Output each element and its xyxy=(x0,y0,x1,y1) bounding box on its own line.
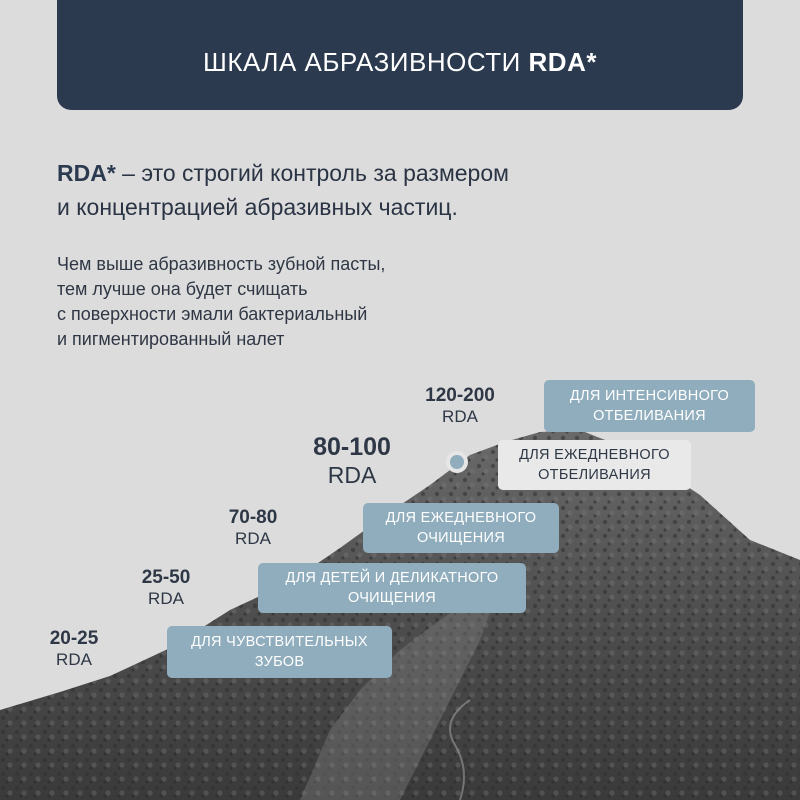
rda-value-25-50 xyxy=(130,567,202,608)
rda-range: 70-80 xyxy=(228,507,278,528)
rda-unit: RDA xyxy=(235,528,271,548)
title-bold-text: RDA* xyxy=(528,46,597,77)
badge-text xyxy=(386,508,537,548)
badge-line: ОЧИЩЕНИЯ xyxy=(416,530,506,546)
description-line: и пигментированный налет xyxy=(57,329,285,349)
badge-daily-cleaning xyxy=(363,503,559,553)
badge-children-gentle xyxy=(258,563,526,613)
description-line: с поверхности эмали бактериальный xyxy=(57,304,368,324)
badge-line: ОЧИЩЕНИЯ xyxy=(347,590,437,606)
badge-text xyxy=(286,568,499,608)
badge-line: ОТБЕЛИВАНИЯ xyxy=(593,408,706,424)
badge-text xyxy=(519,445,670,485)
current-level-marker xyxy=(446,451,468,473)
badge-line: ОТБЕЛИВАНИЯ xyxy=(538,467,651,483)
badge-text xyxy=(191,632,368,672)
rda-unit: RDA xyxy=(327,461,377,488)
title-text: ШКАЛА АБРАЗИВНОСТИ xyxy=(203,46,529,77)
badge-line: ДЛЯ ЕЖЕДНЕВНОГО xyxy=(519,447,670,463)
rda-range: 80-100 xyxy=(313,433,391,461)
rda-value-120-200 xyxy=(410,385,510,426)
badge-line: ДЛЯ ЕЖЕДНЕВНОГО xyxy=(385,510,537,526)
badge-line: ЗУБОВ xyxy=(254,654,305,670)
badge-line: ДЛЯ ИНТЕНСИВНОГО xyxy=(569,388,730,404)
rda-value-70-80 xyxy=(217,507,289,548)
badge-sensitive-teeth xyxy=(167,626,392,678)
badge-daily-whitening xyxy=(498,440,691,490)
badge-intensive-whitening xyxy=(544,380,755,432)
description-line: тем лучше она будет счищать xyxy=(57,279,308,299)
intro-line-2: и концентрацией абразивных частиц. xyxy=(57,194,458,220)
rda-range: 20-25 xyxy=(49,628,99,649)
rda-unit: RDA xyxy=(56,649,92,669)
rda-unit: RDA xyxy=(442,406,478,426)
intro-bold: RDA* xyxy=(57,160,116,186)
rda-range: 25-50 xyxy=(141,567,191,588)
badge-text xyxy=(570,386,729,426)
badge-line: ДЛЯ ДЕТЕЙ И ДЕЛИКАТНОГО xyxy=(285,570,499,586)
rda-value-80-100 xyxy=(296,433,408,488)
rda-unit: RDA xyxy=(148,588,184,608)
description-line: Чем выше абразивность зубной пасты, xyxy=(57,254,386,274)
rda-range: 120-200 xyxy=(425,385,495,406)
rda-value-20-25 xyxy=(38,628,110,669)
badge-line: ДЛЯ ЧУВСТВИТЕЛЬНЫХ xyxy=(191,634,368,650)
intro-line-1-rest: – это строгий контроль за размером xyxy=(115,160,509,186)
